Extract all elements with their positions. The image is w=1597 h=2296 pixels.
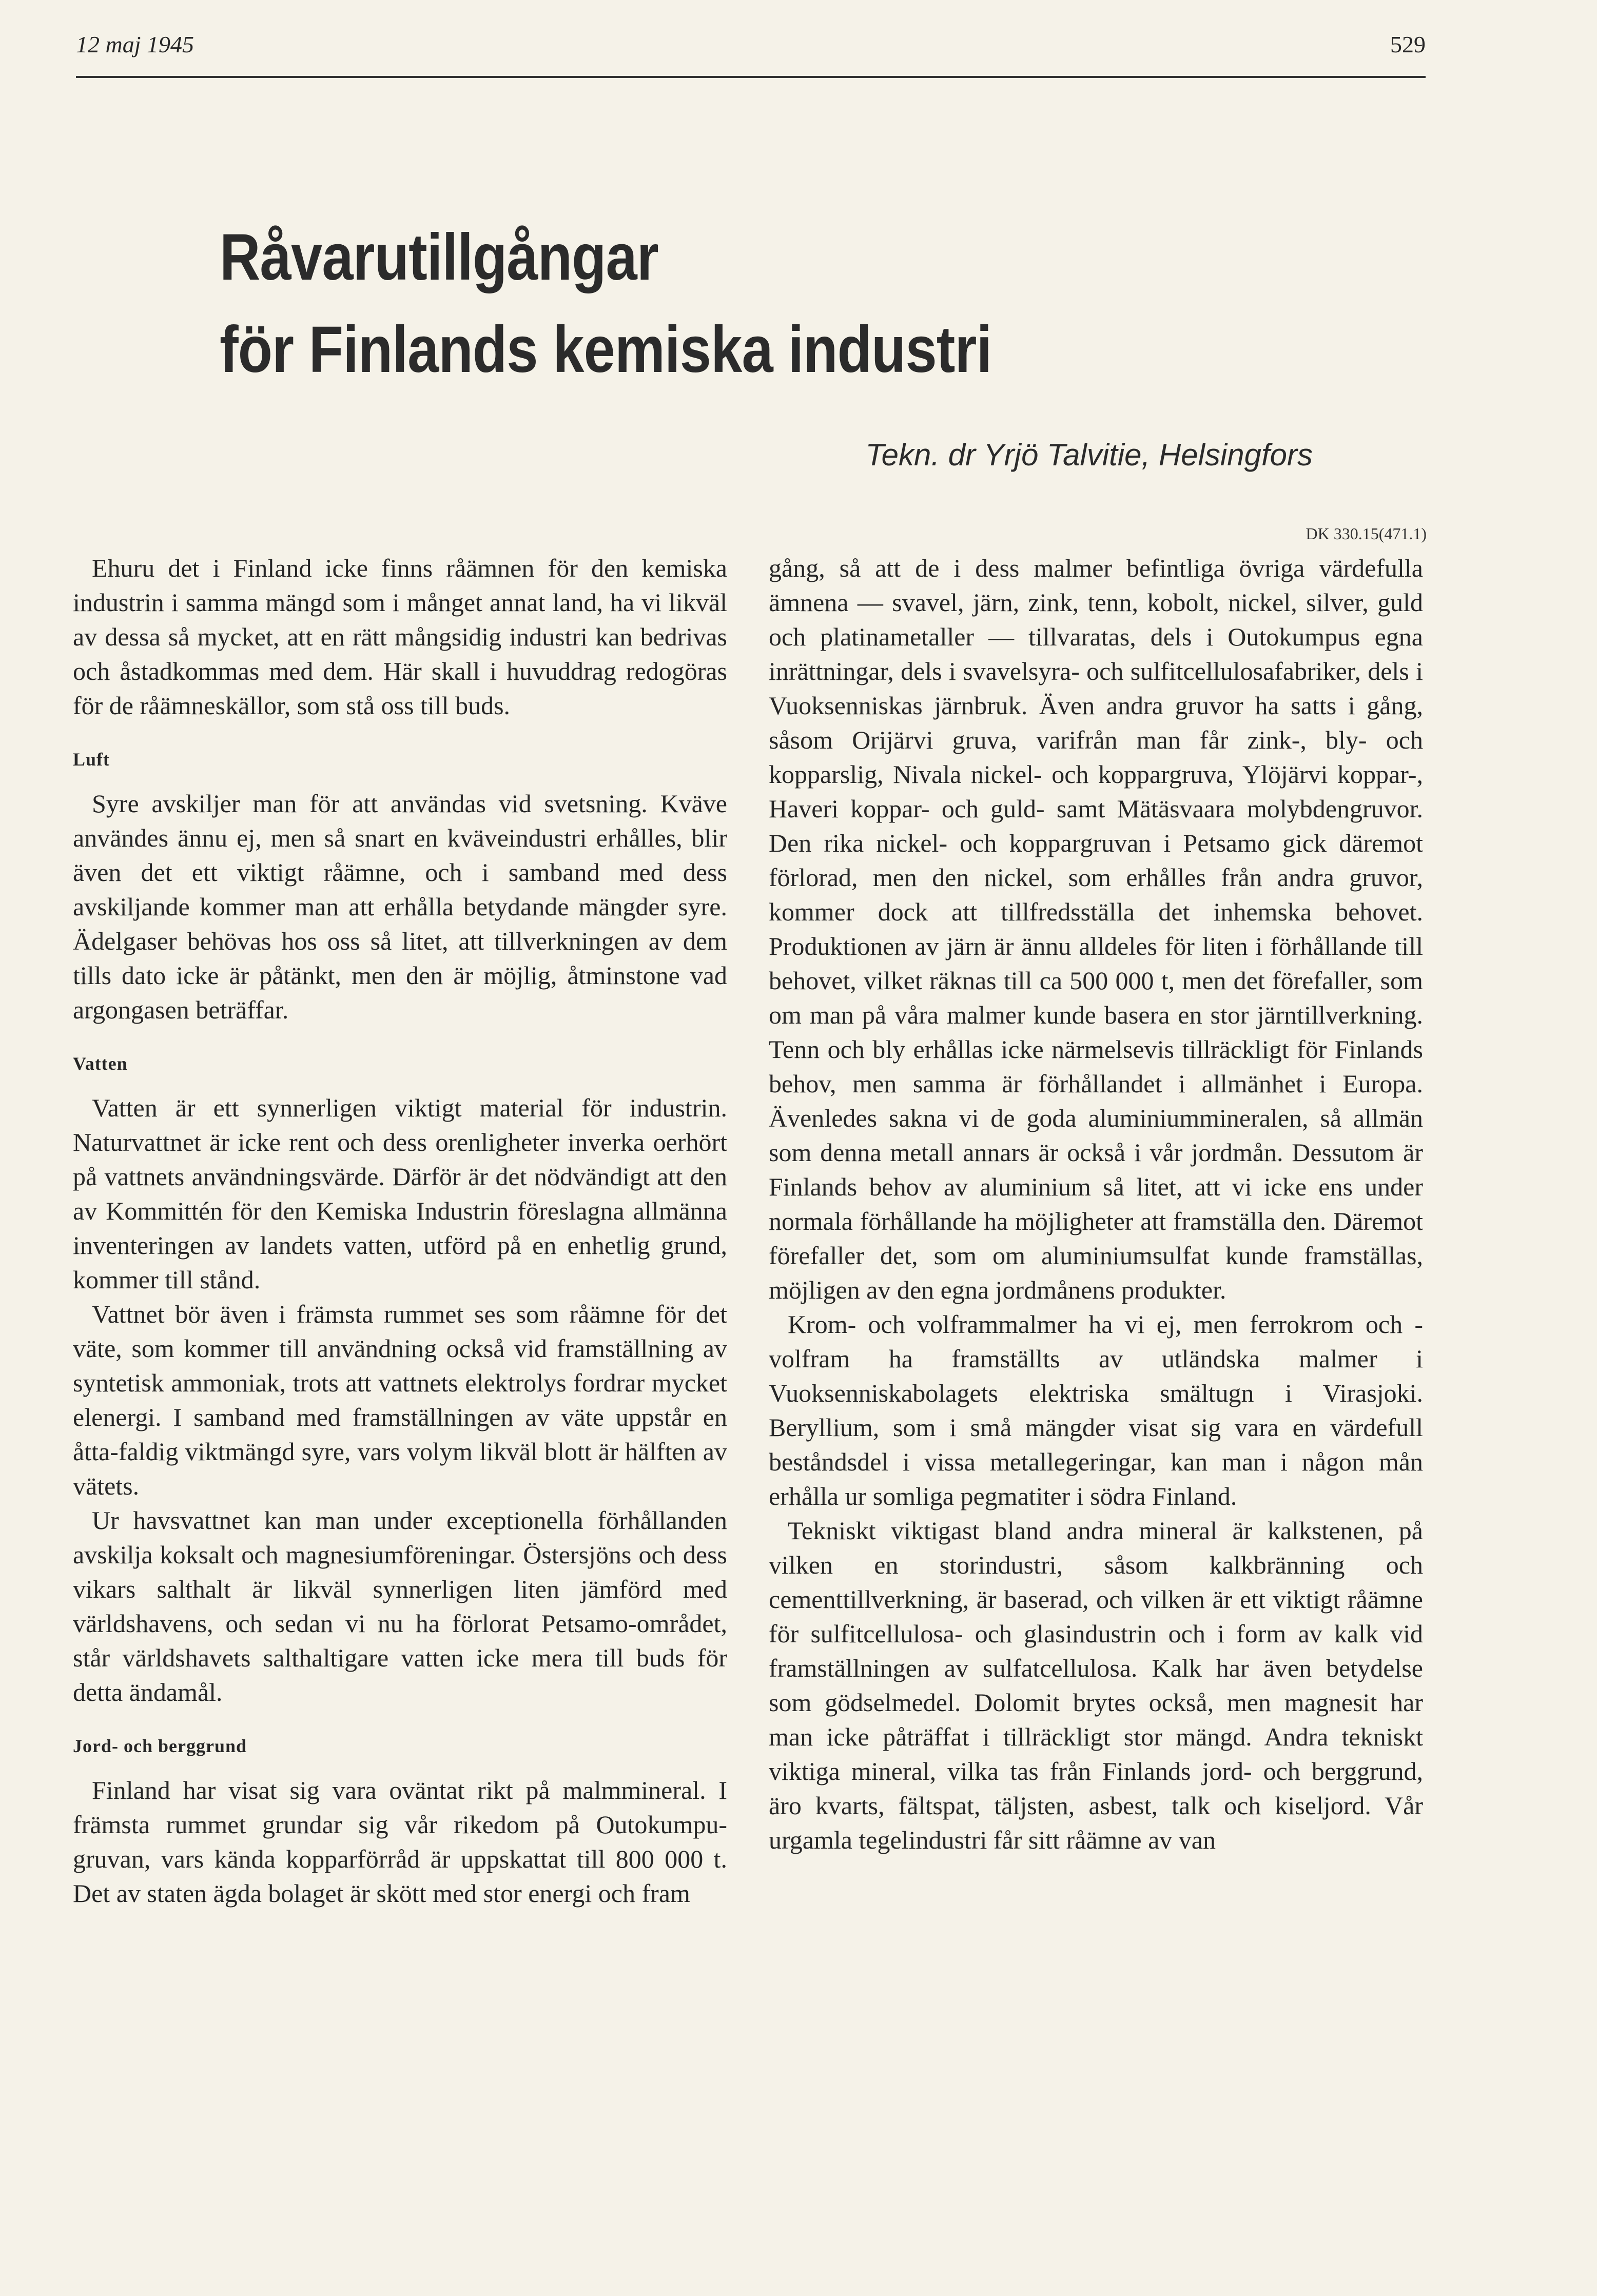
intro-paragraph: Ehuru det i Finland icke finns råämnen för den kemiska industrin i samma mängd som i månget annat land, ha vi likväl av dessa så mycket, att en rätt mångsidig industri kan bedrivas och åstadkommas med dem. Här skall i huvuddrag redogöras för de råämneskällor, som stå oss till buds.	[73, 554, 727, 720]
paragraph: Tekniskt viktigast bland andra mineral är kalkstenen, på vilken en storindustri, såsom kalkbränning och cementtillverkning, är baserad, och vilken är ett viktigt råämne för sulfitcellulosa- och glasindustrin och i form av kalk vid framställningen av sulfatcellulosa. Kalk har även betydelse som gödselmedel. Dolomit brytes också, men magnesit har man icke påträffat i tillräckligt stor mängd. Andra tekniskt viktiga mineral, vilka tas från Finlands jord- och berggrund, äro kvarts, fältspat, täljsten, asbest, talk och kiseljord. Vår urgamla tegelindustri får sitt råämne av van	[769, 1516, 1423, 1854]
issue-date: 12 maj 1945	[76, 31, 194, 57]
article-title	[220, 211, 1235, 396]
header-rule	[76, 76, 1426, 78]
title-line-1: Råvarutillgångar	[220, 221, 658, 294]
page-number: 529	[1390, 31, 1426, 57]
paragraph: Krom- och volframmalmer ha vi ej, men ferrokrom och -volfram ha framställts av utländska malmer i Vuoksenniskabolagets elektriska smältugn i Virasjoki. Beryllium, som i små mängder visat sig vara en värdefull beståndsdel i vissa metallegeringar, kan man i någon mån erhålla ur somliga pegmatiter i södra Finland.	[769, 1310, 1423, 1510]
paragraph: Finland har visat sig vara oväntat rikt på malmmineral. I främsta rummet grundar sig vår rikedom på Outokumpu-gruvan, vars kända kopparförråd är uppskattat till 800 000 t. Det av staten ägda bolaget är skött med stor energi och fram	[73, 1776, 727, 1908]
paragraph: Vattnet bör även i främsta rummet ses som råämne för det väte, som kommer till användning också vid framställning av syntetisk ammoniak, trots att vattnets elektrolys fordrar mycket elenergi. I samband med framställningen av väte uppstår en åtta-faldig viktmängd syre, vars volym likväl blott är hälften av vätets.	[73, 1300, 727, 1500]
page-header	[76, 31, 1426, 87]
section-heading-luft: Luft	[73, 749, 110, 770]
paragraph: Syre avskiljer man för att användas vid svetsning. Kväve användes ännu ej, men så snart en kväveindustri erhålles, blir även det ett viktigt råämne, och i samband med dess avskiljande kommer man att erhålla betydande mängder syre. Ädelgaser behövas hos oss så litet, att tillverkningen av dem tills dato icke är påtänkt, men den är möjlig, åtminstone vad argongasen beträffar.	[73, 789, 727, 1024]
paragraph: Vatten är ett synnerligen viktigt material för industrin. Naturvattnet är icke rent och dess orenligheter inverka oerhört på vattnets användningsvärde. Därför är det nödvändigt att den av Kommittén för den Kemiska Industrin föreslagna allmänna inventeringen av landets vatten, utförd på en enhetlig grund, kommer till stånd.	[73, 1093, 727, 1294]
dk-classification: DK 330.15(471.1)	[1306, 524, 1427, 543]
section-heading-jord: Jord- och berggrund	[73, 1736, 247, 1756]
left-column	[73, 551, 727, 1911]
section-heading-vatten: Vatten	[73, 1053, 128, 1074]
paragraph: gång, så att de i dess malmer befintliga övriga värdefulla ämnena — svavel, järn, zink, tenn, kobolt, nickel, silver, guld och platinametaller — tillvaratas, dels i Outokumpus egna inrättningar, dels i svavelsyra- och sulfitcellulosafabriker, dels i Vuoksenniskas järnbruk. Även andra gruvor ha satts i gång, såsom Orijärvi gruva, varifrån man får zink-, bly- och kopparslig, Nivala nickel- och koppargruva, Ylöjärvi koppar-, Haveri koppar- och guld- samt Mätäsvaara molybdengruvor. Den rika nickel- och koppargruvan i Petsamo gick däremot förlorad, men den nickel, som erhålles från andra gruvor, kommer dock att tillfredsställa det inhemska behovet. Produktionen av järn är ännu alldeles för liten i förhållande till behovet, vilket räknas till ca 500 000 t, men det förefaller, som om man på våra malmer kunde basera en stor järntillverkning. Tenn och bly erhållas icke närmelsevis tillräckligt för Finlands behov, men samma är förhållandet i allmänhet i Europa. Ävenledes sakna vi de goda aluminiummineralen, så allmän som denna metall annars är också i vår jordmån. Dessutom är Finlands behov av aluminium så litet, att vi icke ens under normala förhållande ha möjligheter att framställa den. Däremot förefaller det, som om aluminiumsulfat kunde framställas, möjligen av den egna jordmånens produkter.	[769, 554, 1423, 1304]
author-byline: Tekn. dr Yrjö Talvitie, Helsingfors	[865, 438, 1313, 472]
paragraph: Ur havsvattnet kan man under exceptionella förhållanden avskilja koksalt och magnesiumföreningar. Östersjöns och dess vikars salthalt är likväl synnerligen liten jämförd med världshavens, och sedan vi nu ha förlorat Petsamo-området, står världshavets salthaltigare vatten icke mera till buds för detta ändamål.	[73, 1506, 727, 1706]
title-line-2: för Finlands kemiska industri	[220, 313, 992, 386]
right-column	[769, 551, 1423, 1857]
